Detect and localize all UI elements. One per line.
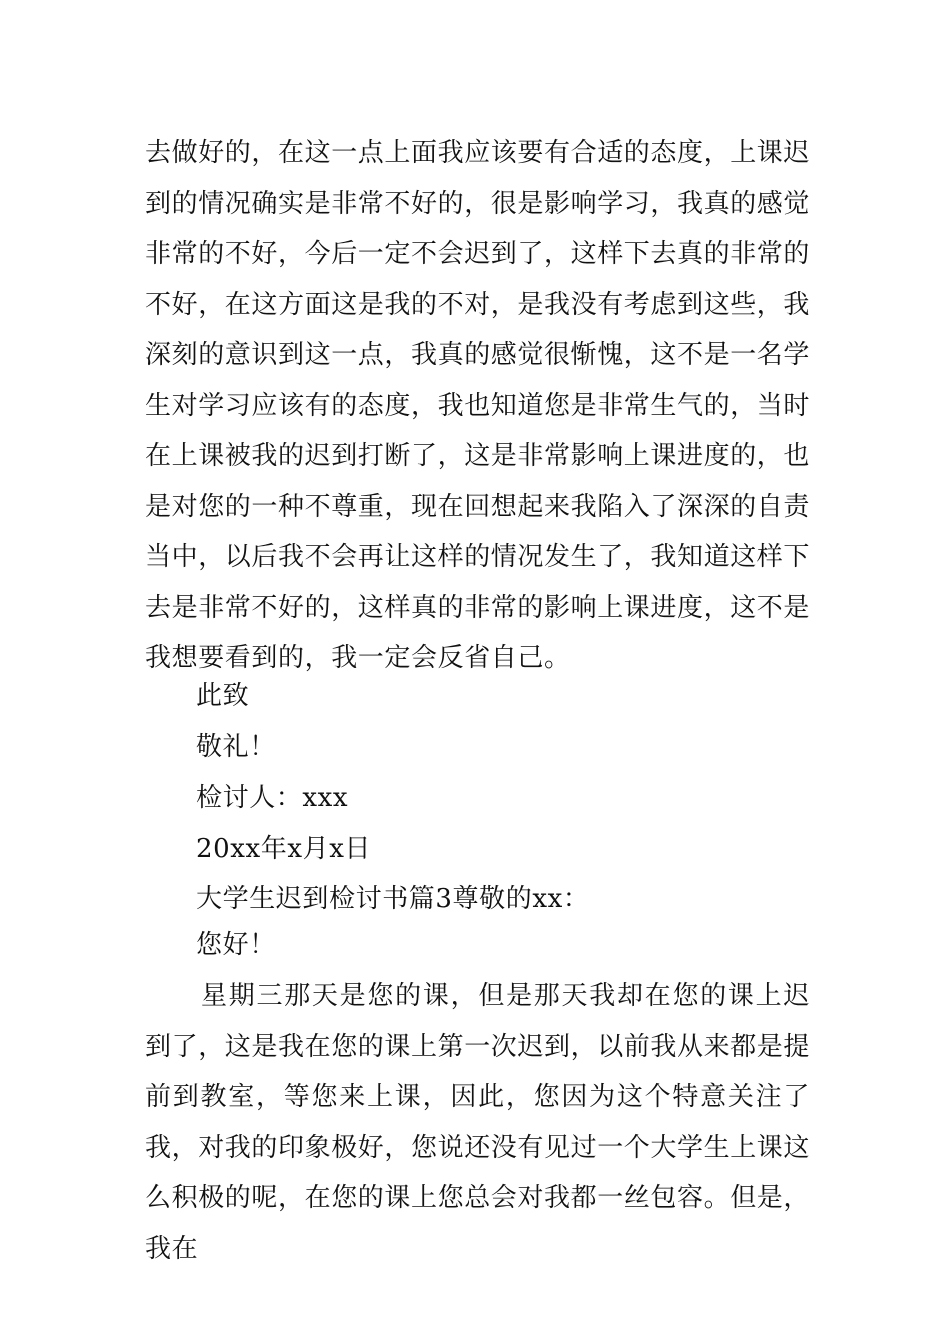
section-heading: 大学生迟到检讨书篇3尊敬的xx：	[196, 884, 590, 914]
closing-line-2: 敬礼！	[196, 732, 276, 762]
signer-line: 检讨人：xxx	[196, 783, 349, 813]
greeting-line: 您好！	[196, 930, 276, 960]
closing-line-1: 此致	[196, 681, 250, 711]
date-line: 20xx年x月x日	[196, 834, 372, 864]
body-paragraph-1: 去做好的，在这一点上面我应该要有合适的态度，上课迟到的情况确实是非常不好的，很是影响学习，我真的感觉非常的不好，今后一定不会迟到了，这样下去真的非常的不好，在这方面这是我的不对，是我没有考虑到这些，我深刻的意识到这一点，我真的感觉很惭愧，这不是一名学生对学习应该有的态度，我也知道您是非常生气的，当时在上课被我的迟到打断了，这是非常影响上课进度的，也是对您的一种不尊重，现在回想起来我陷入了深深的自责当中，以后我不会再让这样的情况发生了，我知道这样下去是非常不好的，这样真的非常的影响上课进度，这不是我想要看到的，我一定会反省自己。	[145, 138, 811, 673]
body-paragraph-2: 星期三那天是您的课，但是那天我却在您的课上迟到了，这是我在您的课上第一次迟到，以前我从来都是提前到教室，等您来上课，因此，您因为这个特意关注了我，对我的印象极好，您说还没有见过一个大学生上课这么积极的呢，在您的课上您总会对我都一丝包容。但是，我在	[145, 981, 811, 1264]
